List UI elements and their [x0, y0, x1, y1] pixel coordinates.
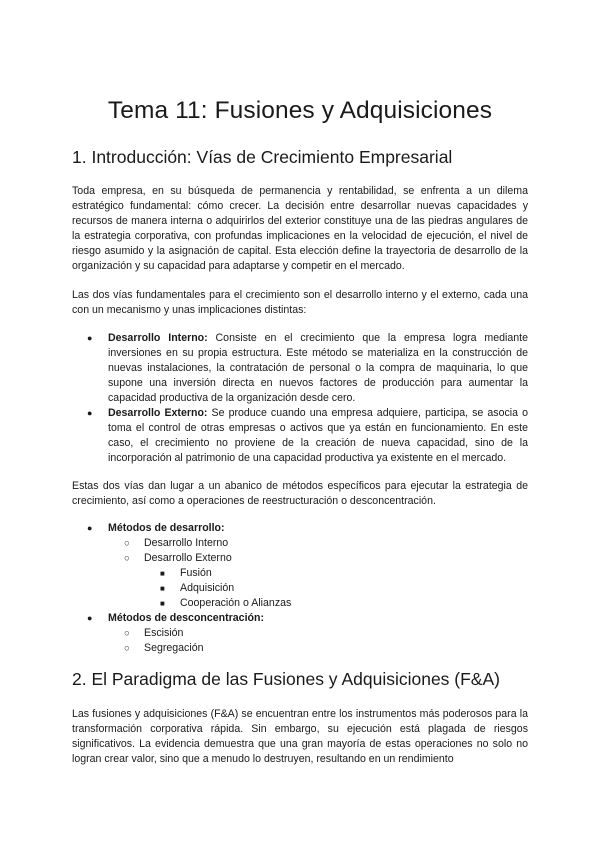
development-methods-sublist [72, 536, 528, 611]
bullet-disc: ● [87, 523, 93, 533]
list-item-acquisition [72, 581, 528, 596]
list-item-internal [72, 536, 528, 551]
list-item-cooperation [72, 596, 528, 611]
list-item-segregation [72, 641, 528, 656]
external-development-text: Se produce cuando una empresa adquiere, participa, se asocia o toma el control de otras empresas o activos que ya están en funcionamiento. En este caso, el crecimiento no proviene de la creación de nueva capacidad, sino de la incorporación al patrimonio de una capacidad productiva ya existente en el mercado. [108, 407, 528, 464]
bullet-circle: ○ [124, 643, 130, 654]
list-item-escision [72, 626, 528, 641]
bullet-circle: ○ [124, 553, 130, 564]
external-methods-sublist [72, 566, 528, 611]
method-external: Desarrollo Externo [144, 552, 232, 564]
method-segregation: Segregación [144, 642, 204, 654]
bullet-circle: ○ [124, 538, 130, 549]
list-item-external [72, 551, 528, 566]
section-1-paragraph-2: Las dos vías fundamentales para el crecimiento son el desarrollo interno y el externo, cada una con un mecanismo y unas implicaciones distintas: [72, 289, 528, 316]
term-internal-development: Desarrollo Interno: [108, 332, 208, 344]
list-item-fusion [72, 566, 528, 581]
method-fusion: Fusión [180, 567, 212, 579]
internal-development-text: Consiste en el crecimiento que la empresa logra mediante inversiones en su propia estructura. Este método se materializa en la construcción de nuevas instalaciones, la contratación de personal o la compra de maquinaria, lo que supone una inversión directa en nuevos factores de producción para aumentar la capacidad productiva de la organización desde cero. [108, 332, 528, 404]
section-1-paragraph-1: Toda empresa, en su búsqueda de permanencia y rentabilidad, se enfrenta a un dilema estratégico fundamental: cómo crecer. La decisión entre desarrollar nuevas capacidades y recursos de manera interna o adquirirlos del exterior constituye una de las piedras angulares de la estrategia corporativa, con profundas implicaciones en la velocidad de ejecución, el nivel de riesgo asumido y la asignación de capital. Esta elección define la trayectoria de desarrollo de la organización y su capacidad para adaptarse y competir en el mercado. [72, 185, 528, 272]
bullet-circle: ○ [124, 628, 130, 639]
bullet-square: ■ [160, 599, 165, 608]
list-item-deconcentration-methods [72, 611, 528, 626]
section-1-paragraph-3: Estas dos vías dan lugar a un abanico de métodos específicos para ejecutar la estrategia de crecimiento, así como a operaciones de reestructuración o desconcentración. [72, 480, 528, 507]
development-methods-title: Métodos de desarrollo: [108, 522, 225, 534]
method-internal: Desarrollo Interno [144, 537, 229, 549]
list-item-external-development [72, 406, 528, 466]
deconcentration-methods-title: Métodos de desconcentración: [108, 612, 264, 624]
growth-ways-list [72, 331, 528, 466]
list-item-development-methods [72, 521, 528, 536]
section-1-heading: 1. Introducción: Vías de Crecimiento Empresarial [72, 147, 453, 167]
method-acquisition: Adquisición [180, 582, 235, 594]
list-item-internal-development [72, 331, 528, 406]
document-title: Tema 11: Fusiones y Adquisiciones [107, 97, 493, 124]
methods-list [72, 521, 528, 656]
deconcentration-methods-sublist [72, 626, 528, 656]
method-escision: Escisión [144, 627, 184, 639]
section-2-paragraph-1: Las fusiones y adquisiciones (F&A) se encuentran entre los instrumentos más poderosos para la transformación corporativa rápida. Sin embargo, su ejecución está plagada de riesgos significativos. La evidencia demuestra que una gran mayoría de estas operaciones no solo no logran crear valor, sino que a menudo lo destruyen, resultando en un rendimiento [72, 708, 528, 765]
section-2-heading: 2. El Paradigma de las Fusiones y Adquisiciones (F&A) [72, 669, 500, 689]
bullet-disc: ● [87, 613, 93, 623]
method-cooperation: Cooperación o Alianzas [180, 597, 292, 609]
bullet-square: ■ [160, 569, 165, 578]
term-external-development: Desarrollo Externo: [108, 407, 208, 419]
bullet-disc: ● [87, 408, 93, 418]
bullet-disc: ● [87, 333, 93, 343]
bullet-square: ■ [160, 584, 165, 593]
